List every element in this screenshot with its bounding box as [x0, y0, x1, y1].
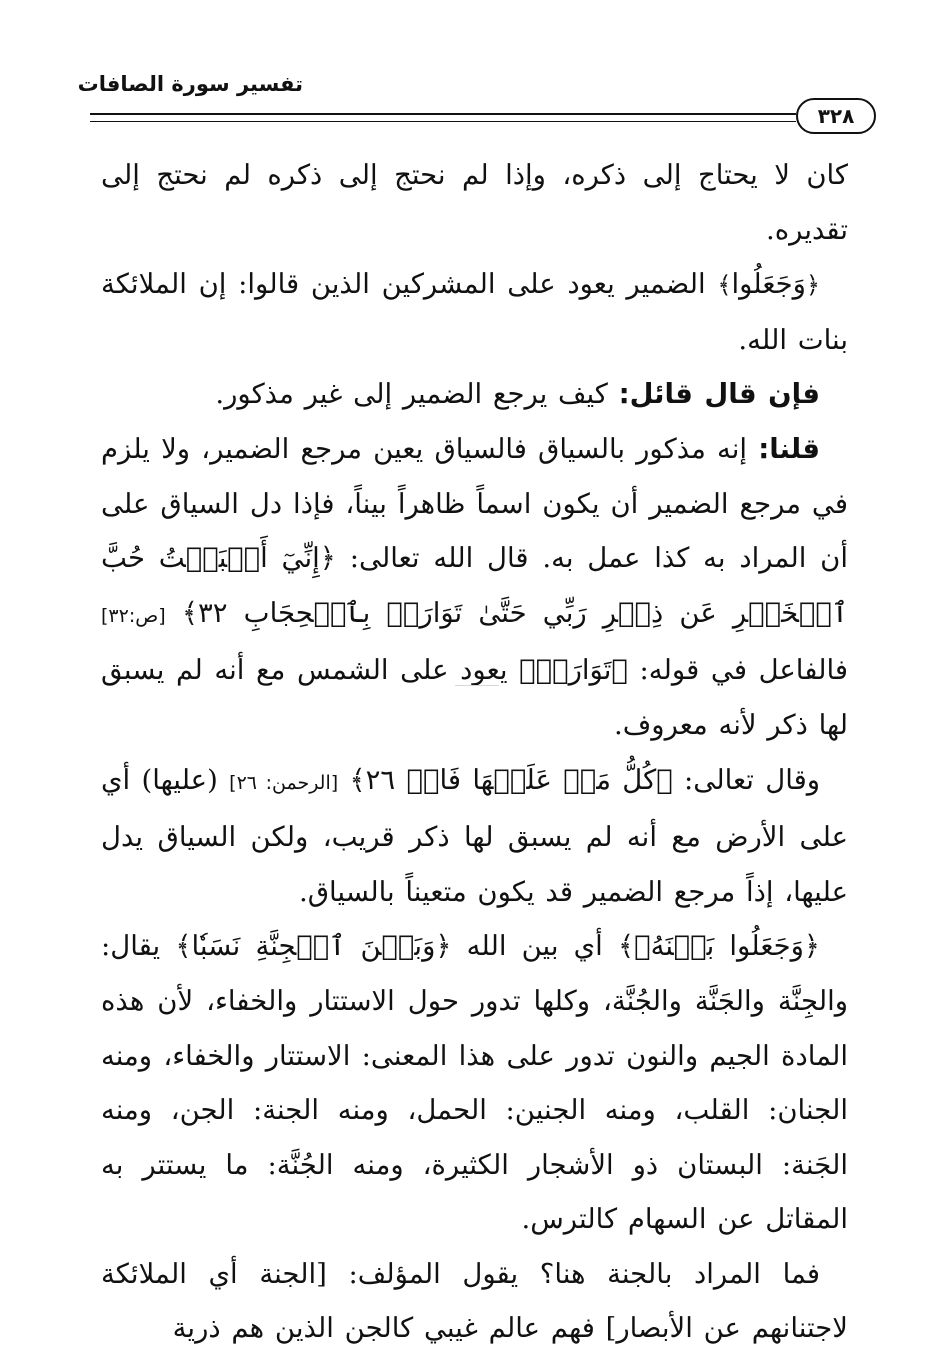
quran-quote: ﴿وَجَعَلُوا بَيۡنَهُۥ﴾: [617, 930, 821, 963]
paragraph-2: [101, 257, 848, 367]
quran-quote: ﴿وَبَيۡنَ ٱلۡجِنَّةِ نَسَبٗا﴾: [175, 930, 452, 963]
paragraph-6: [101, 919, 848, 1247]
paragraph-1: كان لا يحتاج إلى ذكره، وإذا لم نحتج إلى ذكره لم نحتج إلى تقديره.: [101, 159, 848, 246]
quran-quote: ﴿كُلُّ مَنۡ عَلَيۡهَا فَانٖ ٢٦﴾: [349, 763, 673, 796]
scan-mark: [455, 685, 499, 686]
paragraph-text: يقال: والجِنَّة والجَنَّة والجُنَّة، وكلها تدور حول الاستتار والخفاء، لأن هذه المادة الجيم والنون تدور على هذا المعنى: الاستتار والخفاء، ومنه الجنان: القلب، ومنه الجنين: الحمل، ومنه الجنة: الجن، ومنه الجَنة: البستان ذو الأشجار الكثيرة، ومنه الجُنَّة: ما يستتر به المقاتل عن السهام كالترس.: [101, 930, 848, 1236]
question-label: فإن قال قائل:: [618, 378, 820, 411]
answer-label: قلنا:: [758, 432, 820, 465]
page-number: ٣٢٨: [796, 98, 876, 134]
paragraph-text: إنه مذكور بالسياق فالسياق يعين مرجع الضمير، ولا يلزم في مرجع الضمير أن يكون اسماً ظاهراً بيناً، فإذا دل السياق على أن المراد به كذا عمل به. قال الله تعالى:: [101, 432, 848, 575]
paragraph-text: كيف يرجع الضمير إلى غير مذكور.: [215, 378, 608, 411]
quran-quote: ﴿إِنِّيٓ أَحۡبَبۡتُ حُبَّ ٱلۡخَيۡرِ عَن ذِكۡرِ رَبِّي حَتَّىٰ تَوَارَتۡ بِٱلۡحِجَابِ ٣٢﴾: [101, 542, 848, 629]
header-rule: [90, 113, 796, 115]
verse-reference: [الرحمن: ٢٦]: [229, 771, 339, 794]
paragraph-3: [101, 367, 848, 422]
paragraph-text: يعود على الشمس مع أنه لم يسبق لها ذكر لأنه معروف.: [101, 654, 848, 741]
ornate-bracket-open: ﴿: [805, 271, 820, 300]
quran-quote: وَجَعَلُوا: [731, 268, 806, 301]
paragraph-4: [101, 422, 848, 753]
paragraph-5: [101, 753, 848, 920]
running-title: تفسير سورة الصافات: [77, 72, 303, 96]
paragraph-text: (عليها) أي على الأرض مع أنه لم يسبق لها ذكر قريب، ولكن السياق يدل عليها، إذاً مرجع الضمير قد يكون متعيناً بالسياق.: [101, 763, 848, 908]
paragraph-7: فما المراد بالجنة هنا؟ يقول المؤلف: [الجنة أي الملائكة لاجتنانهم عن الأبصار] فهم عالم غيبي كالجن الذين هم ذرية: [101, 1257, 848, 1345]
paragraph-text: فالفاعل في قوله:: [639, 654, 849, 687]
paragraph-text: وقال تعالى:: [684, 763, 820, 796]
paragraph-text: أي بين الله: [466, 930, 603, 963]
ornate-bracket-close: ﴾: [717, 271, 732, 300]
paragraph-text: الضمير يعود على المشركين الذين قالوا: إن الملائكة بنات الله.: [101, 268, 848, 356]
header-rule-thin: [90, 121, 796, 122]
quran-quote: ﴿تَوَارَتۡ﴾: [519, 654, 628, 687]
body-text: [101, 148, 848, 1356]
verse-reference: [ص:٣٢]: [101, 604, 166, 627]
